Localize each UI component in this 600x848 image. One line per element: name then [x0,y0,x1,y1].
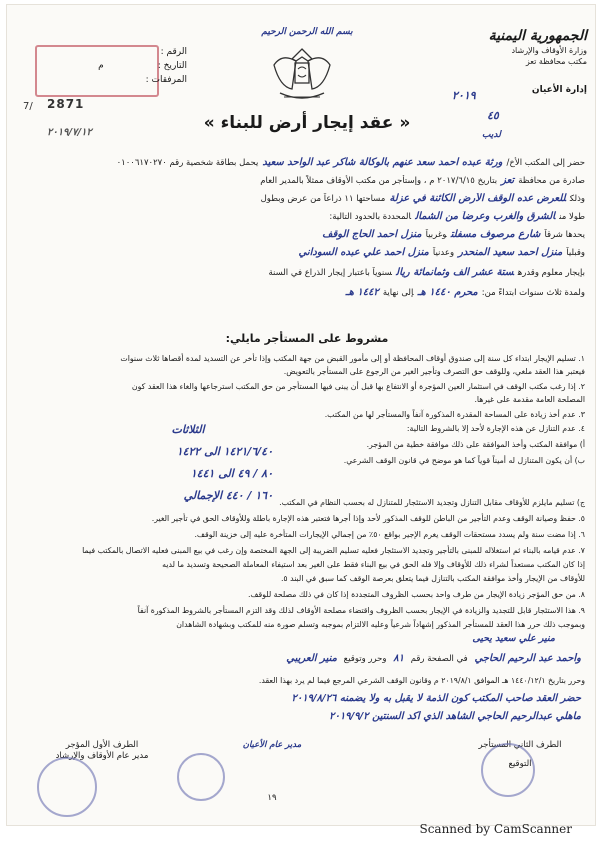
body-line: صادرة من محافظةتعزبتاريخ ٢٠١٧/٦/١٥ م ، وإستأجر من مكتب الأوقاف ممثلاً بالمدير العام [260,175,585,186]
reference-fields [37,45,187,87]
official-seal-left [37,757,97,817]
first-party-sub: مدير عام الأوقاف والإرشاد [55,751,149,761]
scanner-watermark: Scanned by CamScanner [419,822,572,836]
condition-line: ب) أن يكون المتنازل له أميناً قوياً كما هو موضح في قانون الوقف الشرعي. [343,456,585,465]
totals-line: ١٦٠ / ٤٤٠ الإجمالي [183,489,273,502]
condition-line: ٣. عدم أخذ زيادة على المساحة المقدرة المذكورة آنفاً والمستأجر لها من المكتب. [324,410,585,419]
lease-document [6,4,596,826]
handwritten-mark: لديب [482,130,501,140]
condition-line: ٩. هذا الاستئجار قابل للتجديد والزيادة في الإيجار بحسب الظروف واقتضاء مصلحة الأوقاف لذلك وقد التزم المستأجر بالشروط المذكورة آنفاً [137,606,585,615]
first-party-label: الطرف الأول المؤجر [65,740,139,750]
body-line: ولمدة ثلاث سنوات ابتداءً من:محرم ١٤٤٠ هـإلى نهاية١٤٤٢ هـ [345,287,585,298]
page-number: ٨١ [393,653,404,664]
document-title: « عقد إيجار أرض للبناء » [203,113,411,133]
handwritten-number: ٤٥ [487,109,499,122]
body-line: يحدها شرقاًشارع مرصوف مسفلتوغربياًمنزل احمد الحاج الوقف [322,229,585,240]
condition-line: المصلحة العامة مقدمة على غيرها. [474,395,585,404]
condition-line: وحرر بتاريخ ١٤٤٠/١٢/١ هـ الموافق ٢٠١٩/٨/١ م وقانون الوقف الشرعي المرجع فيما لم يرد بهذا العقد. [258,676,585,685]
republic-title: الجمهورية اليمنية [488,28,587,44]
ref-label: الرقم : [160,47,187,57]
condition-line: ٤. عدم التنازل عن هذه الإجارة لأحد إلا بالشروط التالية: [406,424,585,433]
condition-line: فيعتبر هذا العقد ملغي، وللوقف حق التصرف وتأجير الغير من الرجوع على المستأجر بالتعويض. [283,367,585,376]
condition-line: ٦. إذا مضت سنة ولم يسدد مستحقات الوقف يغرم الإجير بواقع ٥٠٪ من إجمالي الإيجارات المتأخرة عليه إلى خزينة الوقف. [194,530,585,539]
tenant-name: منير علي سعيد يحيى [472,633,555,644]
condition-line: إذا كان المكتب مستعداً لشراء ذلك للأوقاف وإلا فله الحق في بيع البناء فقط على الغير بعد استيفاء المعاملة الصحيحة وتسديد ما لديه [162,560,585,569]
body-line: وذلكللعرض عده الوقف الأرض الكائنة في عزلةمساحتها ١١ ذراعاً من عرض وبطول [260,193,585,204]
condition-line: ٧. عدم قيامه بالبناء ثم استغلاله للمبنى بالتأجير وتجديد الاستئجار فعليه تسليم الضريبة إلى الجهة المختصة وإن رغب في بيع المبنى فعليه الاتصال بالمكتب فيما [82,546,585,555]
yemen-emblem-icon [262,45,342,107]
issuer-header [437,27,587,96]
condition-line: للأوقاف من الإيجار وأخذ موافقة المكتب بالتنازل فيما يتعلق بعرصة الوقف كما سبق في البند ٥. [280,574,585,583]
condition-line: ٥. حفظ وصيانة الوقف وعدم التأجير من الباطن للوقف المذكور لأحد وإذا أجرها فتعتبر هذه الإجارة باطلة وللأوقاف الحق في تأجير الغير. [151,514,585,523]
handwritten-totals [103,419,273,507]
witness-second: وأحمد عبد الرحيم الحاجي [474,653,581,664]
sign-label: التوقيع [508,759,532,769]
official-seal-right [481,743,535,797]
ministry-name: وزارة الأوقاف والإرشاد [511,46,587,55]
body-line: بإيجار معلوم وقدرهستة عشر الف وثمانمائة ريالسنوياً باعتبار إيجار الذراع في السنة [268,267,585,278]
body-line: حضر إلى المكتب الأخ/ورثة عبده احمد سعد عنهم بالوكالة شاكر عبد الواحد سعيديحمل بطاقة شخصية رقم ٠١٠٠٦١٧٠٢٧٠ [116,157,585,168]
condition-line: ٨. من حق المؤجر زيادة الإيجار من طرف واحد بحسب الظروف المتجددة إذا كان في ذلك مصلحة للوقف. [247,590,585,599]
stamp-date: ٢٠١٩/٧/١٢ [47,127,92,138]
condition-line: ٢. إذا رغب مكتب الوقف في استثمار العين المؤجرة أو الانتفاع بها قبل أن يبنى فيها المستأجر من حق المكتب استرجاعها والغاء هذا العقد كون [131,382,585,391]
totals-line: ١٤٢١/٦/٤٠ الى ١٤٢٢ [176,445,273,458]
witness-name: منير العريبي [286,653,337,664]
condition-line: وبموجب ذلك حرر هذا العقد للمستأجر المذكور إشهاداً شرعياً وعليه الالتزام بموجبه وتسلم صورة منه للمكتب وبشهادة الشاهدان [176,620,585,629]
page-label: في الصفحة رقم [410,654,468,664]
department-name: إدارة الأعيان [531,85,587,95]
manager-signature: مدير عام الأعيان [242,740,302,750]
second-party-label: الطرف الثاني المستأجر [478,740,562,750]
page-number-bottom: ١٩ [267,793,277,803]
conditions-title: مشروط على المستأجر مايلي: [225,332,389,345]
date-suffix: م [98,61,104,71]
stamp-number: 2871 [47,97,85,111]
first-party-block [27,740,177,762]
body-line: وقبلياًمنزل احمد سعيد المنحدروعدنياًمنزل احمد علي عبده السوداني [298,247,585,258]
handwritten-note: ماهلي عبدالرحيم الحاجي الشاهد الذي أكد السنتين ٢٠١٩/٩/٢ [329,711,581,722]
totals-title: الثلاثات [171,423,205,436]
stamp-code: 7/ [23,101,33,112]
attachments-label: المرفقات : [145,75,187,85]
condition-line: أ) موافقة المكتب وأخذ الموافقة على ذلك موافقة خطية من المؤجر. [366,440,585,449]
date-label: التاريخ : [157,61,187,71]
handwritten-note: حضر العقد صاحب المكتب كون الذمة لا يقبل به ولا يضمنه ٢٠١٩/٨/٢٦ [291,693,581,704]
witness-label: وحرر وتوقيع [343,654,387,664]
body-line: طولا منالشرق والغرب وعرضاً من الشمالالمحددة بالحدود التالية: [329,211,585,222]
basmala: بسم الله الرحمن الرحيم [261,27,353,37]
office-name: مكتب محافظة تعز [525,57,587,66]
condition-line: ج) تسليم مايلزم للأوقاف مقابل التنازل وتجديد الاستئجار للمتنازل له بحسب النظام في المكتب. [279,498,585,507]
condition-line: ١. تسليم الإيجار ابتداء كل سنة إلى صندوق أوقاف المحافظة أو إلى مأمور القبض من جهة المكتب وإذا تأخر عن التسديد لمدة أقصاها ثلاث سنوات [120,354,585,363]
handwritten-year: ٢٠١٩ [452,89,476,102]
witness-line [17,653,585,665]
totals-line: ٨٠ / ٤٩ الى ١٤٤١ [190,467,273,480]
